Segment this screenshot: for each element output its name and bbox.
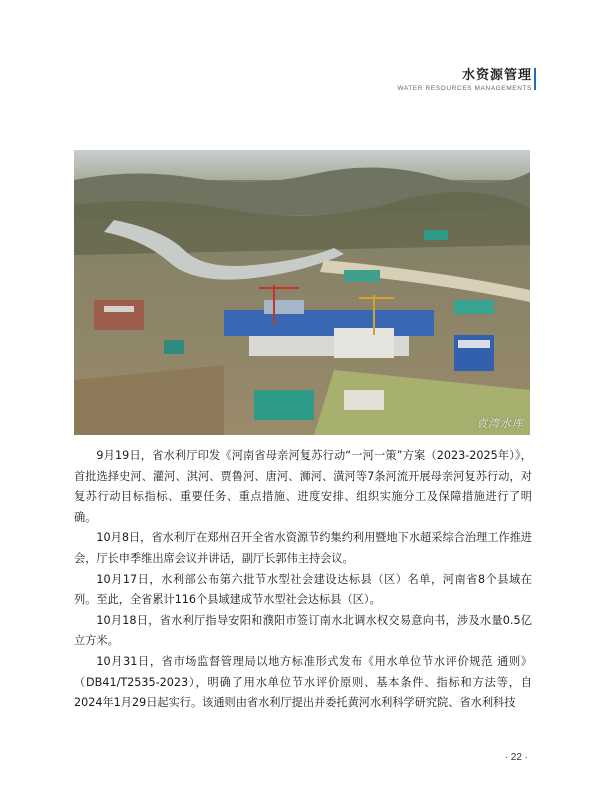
article-body [74, 446, 532, 714]
page-number: · 22 · [504, 752, 528, 763]
photo-watermark: 袁湾水库 [476, 417, 524, 430]
paragraph: 10月31日，省市场监督管理局以地方标准形式发布《用水单位节水评价规范 通则》（DB41/T2535-2023），明确了用水单位节水评价原则、基本条件、指标和方法等，自2024年1月29日起实行。该通则由省水利厅提出并委托黄河水利科学研究院、省水利科技 [74, 654, 532, 710]
header-accent-bar [534, 68, 536, 90]
section-header [397, 64, 532, 92]
reservoir-construction-photo [74, 150, 530, 435]
section-title: 水资源管理 [461, 68, 532, 83]
paragraph: 10月18日，省水利厅指导安阳和濮阳市签订南水北调水权交易意向书，涉及水量0.5亿立方米。 [74, 613, 532, 648]
paragraph: 10月17日，水利部公布第六批节水型社会建设达标县（区）名单，河南省8个县域在列。至此，全省累计116个县域建成节水型社会达标县（区）。 [74, 572, 532, 607]
paragraph: 10月8日，省水利厅在郑州召开全省水资源节约集约利用暨地下水超采综合治理工作推进会，厅长申季维出席会议并讲话，副厅长郭伟主持会议。 [74, 531, 532, 565]
section-title-en: WATER RESOURCES MANAGEMENTS [397, 85, 532, 92]
paragraph: 9月19日，省水利厅印发《河南省母亲河复苏行动“一河一策”方案（2023-2025年）》，首批选择史河、灌河、淇河、贾鲁河、唐河、浉河、潢河等7条河流开展母亲河复苏行动，对复苏行动目标指标、重要任务、重点措施、进度安排、组织实施分工及保障措施进行了明确。 [74, 449, 532, 524]
